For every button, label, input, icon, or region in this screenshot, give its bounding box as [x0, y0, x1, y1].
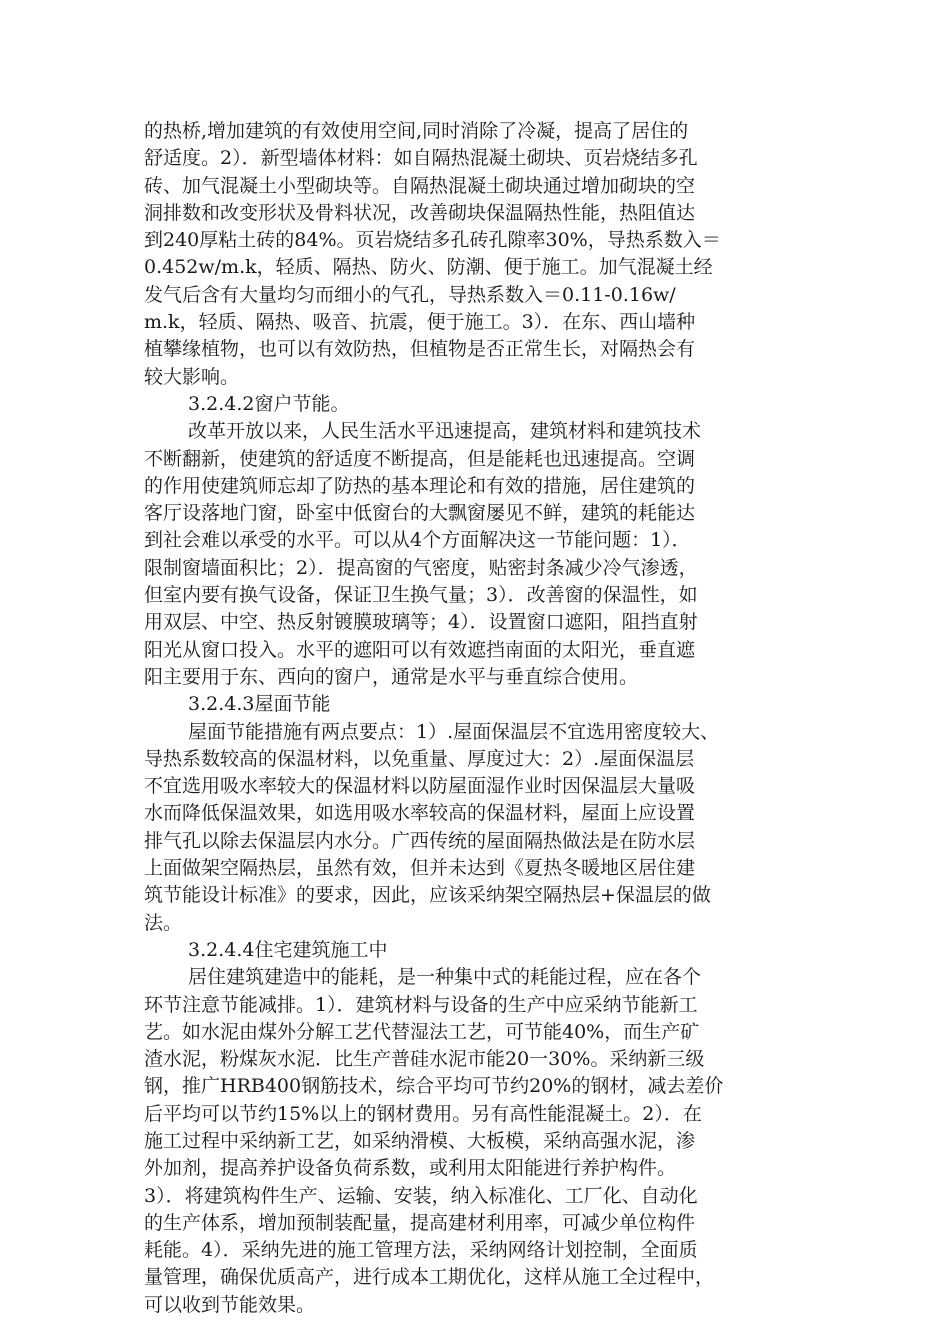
text-line: 法。 [144, 911, 183, 934]
text-line: 较大影响。 [144, 365, 240, 388]
paragraph-first-line: 3.2.4.3屋面节能 [188, 693, 331, 716]
text-line: 不断翻新，使建筑的舒适度不断提高，但是能耗也迅速提高。空调 [144, 447, 696, 470]
paragraph-first-line: 居住建筑建造中的能耗，是一种集中式的耗能过程，应在各个 [188, 966, 702, 989]
text-line: 耗能。4）．采纳先进的施工管理方法，采纳网络计划控制，全面质 [144, 1239, 698, 1262]
text-line: 限制窗墙面积比；2）．提高窗的气密度，贴密封条减少冷气渗透， [144, 556, 698, 579]
text-line: 发气后含有大量均匀而细小的气孔，导热系数入＝0.11-0.16w/ [144, 283, 676, 306]
text-line: 的作用使建筑师忘却了防热的基本理论和有效的措施，居住建筑的 [144, 474, 696, 497]
text-line: 洞排数和改变形状及骨料状况，改善砌块保温隔热性能，热阻值达 [144, 201, 696, 224]
text-line: 0.452w/m.k，轻质、隔热、防火、防潮、便于施工。加气混凝土经 [144, 256, 713, 279]
text-line: 外加剂，提高养护设备负荷系数，或利用太阳能进行养护构件。 [144, 1157, 677, 1180]
text-line: 环节注意节能减排。1）．建筑材料与设备的生产中应采纳节能新工 [144, 993, 698, 1016]
text-line: 到240厚粘土砖的84%。页岩烧结多孔砖孔隙率30%，导热系数入＝ [144, 229, 721, 252]
text-line: 量管理，确保优质高产，进行成本工期优化，这样从施工全过程中， [144, 1266, 715, 1289]
text-line: 的生产体系，增加预制装配量，提高建材利用率，可减少单位构件 [144, 1211, 696, 1234]
text-line: 筑节能设计标准》的要求，因此，应该采纳架空隔热层+保温层的做 [144, 884, 711, 907]
text-line: 砖、加气混凝土小型砌块等。自隔热混凝土砌块通过增加砌块的空 [144, 174, 696, 197]
document-page [144, 118, 804, 1319]
text-line: 舒适度。2）．新型墙体材料：如自隔热混凝土砌块、页岩烧结多孔 [144, 147, 698, 170]
text-line: 阳主要用于东、西向的窗户，通常是水平与垂直综合使用。 [144, 665, 639, 688]
paragraph-first-line: 3.2.4.4住宅建筑施工中 [188, 938, 388, 961]
text-line: 可以收到节能效果。 [144, 1293, 316, 1316]
text-line: 3）．将建筑构件生产、运输、安装，纳入标准化、工厂化、自动化 [144, 1184, 698, 1207]
text-line: 钢，推广HRB400钢筋技术，综合平均可节约20%的钢材，减去差价 [144, 1075, 724, 1098]
text-line: 阳光从窗口投入。水平的遮阳可以有效遮挡南面的太阳光，垂直遮 [144, 638, 696, 661]
text-line: 用双层、中空、热反射镀膜玻璃等；4）．设置窗口遮阳，阻挡直射 [144, 611, 698, 634]
text-line: 不宜选用吸水率较大的保温材料以防屋面湿作业时因保温层大量吸 [144, 775, 696, 798]
text-line: m.k，轻质、隔热、吸音、抗震，便于施工。3）．在东、西山墙种 [144, 311, 696, 334]
paragraph-first-line: 屋面节能措施有两点要点：1）.屋面保温层不宜选用密度较大、 [188, 720, 720, 743]
text-line: 艺。如水泥由煤外分解工艺代替湿法工艺，可节能40%，而生产矿 [144, 1020, 700, 1043]
text-line: 上面做架空隔热层，虽然有效，但并未达到《夏热冬暖地区居住建 [144, 857, 696, 880]
text-line: 施工过程中采纳新工艺，如采纳滑模、大板模，采纳高强水泥，渗 [144, 1129, 696, 1152]
text-line: 植攀缘植物，也可以有效防热，但植物是否正常生长，对隔热会有 [144, 338, 696, 361]
text-line: 到社会难以承受的水平。可以从4个方面解决这一节能问题：1）． [144, 529, 691, 552]
paragraph-first-line: 改革开放以来，人民生活水平迅速提高，建筑材料和建筑技术 [188, 420, 702, 443]
text-line: 但室内要有换气设备，保证卫生换气量；3）．改善窗的保温性，如 [144, 584, 698, 607]
text-line: 渣水泥，粉煤灰水泥．比生产普硅水泥市能20一30%。采纳新三级 [144, 1048, 705, 1071]
text-line: 后平均可以节约15%以上的钢材费用。另有高性能混凝土。2）．在 [144, 1102, 702, 1125]
text-line: 的热桥,增加建筑的有效使用空间,同时消除了冷凝，提高了居住的 [144, 120, 689, 142]
text-line: 排气孔以除去保温层内水分。广西传统的屋面隔热做法是在防水层 [144, 829, 696, 852]
paragraph-first-line: 3.2.4.2窗户节能。 [188, 392, 350, 415]
text-line: 客厅设落地门窗，卧室中低窗台的大飘窗屡见不鲜，建筑的耗能达 [144, 502, 696, 525]
text-line: 水而降低保温效果，如选用吸水率较高的保温材料，屋面上应设置 [144, 802, 696, 825]
text-line: 导热系数较高的保温材料，以免重量、厚度过大：2）.屋面保温层 [144, 747, 695, 770]
